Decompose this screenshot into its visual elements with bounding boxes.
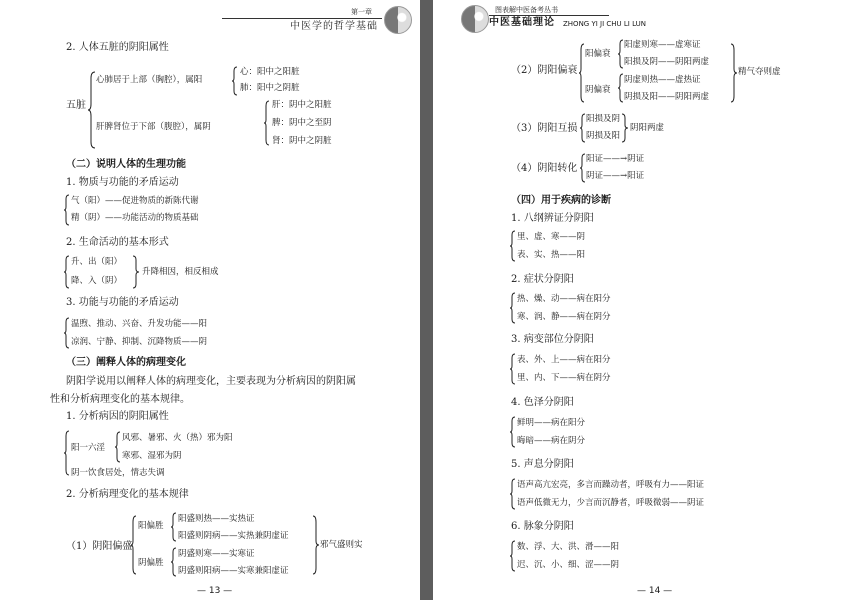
heart-row: 心：阳中之阳脏 bbox=[240, 67, 300, 77]
brace-cause bbox=[64, 431, 70, 475]
spleen-row: 脾：阴中之至阴 bbox=[272, 118, 332, 128]
deficiency-label: （2）阴阳偏衰 bbox=[511, 65, 578, 76]
header-chapter: 第一章 bbox=[351, 8, 372, 16]
d3-row-2: 里、内、下——病在阴分 bbox=[517, 373, 611, 383]
brace-upper bbox=[232, 67, 238, 95]
mutual-label: （3）阴阳互损 bbox=[511, 123, 578, 134]
diag-sub-4: 4. 色泽分阴阳 bbox=[511, 397, 574, 408]
d2-row-1: 热、燥、动——病在阳分 bbox=[517, 294, 611, 304]
diag-sub-5: 5. 声息分阴阳 bbox=[511, 459, 574, 470]
header-rule bbox=[222, 18, 382, 19]
sub3-yang-row: 温煦、推动、兴奋、升发功能——阳 bbox=[71, 319, 208, 329]
excess-summary: 邪气盛则实 bbox=[320, 540, 363, 550]
mutual-row-2: 阴损及阳 bbox=[586, 131, 621, 141]
transform-row-1: 阳证——→阴证 bbox=[586, 154, 645, 164]
d4-row-1: 鲜明——病在阳分 bbox=[517, 418, 586, 428]
diag-sub-1: 1. 八纲辨证分阴阳 bbox=[511, 213, 594, 224]
section-diagnosis-title: （四）用于疾病的诊断 bbox=[511, 195, 611, 206]
brace-cause-yang bbox=[115, 432, 121, 462]
brace-mutual-right bbox=[622, 114, 628, 142]
brace-d6 bbox=[510, 541, 516, 571]
section-pathology-title: （三）阐释人体的病理变化 bbox=[66, 357, 186, 368]
d6-row-1: 数、浮、大、洪、滑——阳 bbox=[517, 542, 620, 552]
deficiency-row-1: 阳虚则寒——虚寒证 bbox=[624, 40, 701, 50]
cause-yin-row: 阴一饮食居处，情志失调 bbox=[71, 468, 165, 478]
sub1-jing-row: 精（阴）——功能活动的物质基础 bbox=[71, 213, 199, 223]
excess-row-1: 阳盛则热——实热证 bbox=[178, 514, 255, 524]
excess-yang: 阳偏胜 bbox=[138, 521, 164, 531]
transform-label: （4）阴阳转化 bbox=[511, 163, 578, 174]
lower-organs-row: 肝脾肾位于下部（腹腔），属阴 bbox=[96, 122, 211, 132]
header-series: 图表解中医备考丛书 bbox=[495, 6, 558, 14]
brace-excess bbox=[131, 516, 137, 574]
brace-deficiency-right bbox=[731, 44, 737, 102]
d4-row-2: 晦暗——病在阴分 bbox=[517, 436, 586, 446]
brace-sub2-right bbox=[133, 256, 139, 288]
sub2-up-row: 升、出（阳） bbox=[71, 257, 123, 267]
page-number-right: — 14 — bbox=[637, 586, 673, 596]
cause-yang-label: 阳一六淫 bbox=[71, 443, 106, 453]
deficiency-yang: 阳偏衰 bbox=[585, 49, 611, 59]
d5-row-1: 语声高亢宏亮，多言而躁动者，呼吸有力——阳证 bbox=[517, 480, 705, 490]
cause-yang-2: 寒邪、湿邪为阴 bbox=[122, 451, 182, 461]
deficiency-summary: 精气夺则虚 bbox=[738, 67, 781, 77]
sub3-yin-row: 凉润、宁静、抑制、沉降物质——阴 bbox=[71, 337, 208, 347]
brace-d2 bbox=[510, 293, 516, 323]
sub1-qi-row: 气（阳）——促进物质的新陈代谢 bbox=[71, 196, 199, 206]
lung-row: 肺：阳中之阴脏 bbox=[240, 83, 300, 93]
cause-yang-1: 风邪、暑邪、火（热）邪为阳 bbox=[122, 433, 233, 443]
page-number-left: — 13 — bbox=[197, 586, 233, 596]
pathology-paragraph-1: 阴阳学说用以阐释人体的病理变化，主要表现为分析病因的阴阳属 bbox=[66, 376, 356, 387]
brace-d5 bbox=[510, 479, 516, 509]
brace-excess-yang bbox=[171, 513, 177, 541]
deficiency-yin: 阴偏衰 bbox=[585, 85, 611, 95]
transform-row-2: 阴证——→阳证 bbox=[586, 171, 645, 181]
right-page bbox=[433, 0, 854, 600]
deficiency-row-4: 阴损及阳——阴阳两虚 bbox=[624, 92, 710, 102]
left-page bbox=[0, 0, 420, 600]
mutual-summary: 阴阳两虚 bbox=[630, 123, 665, 133]
excess-row-3: 阴盛则寒——实寒证 bbox=[178, 549, 255, 559]
excess-row-4: 阴盛则阳病——实寒兼阳虚证 bbox=[178, 566, 289, 576]
sub-heading-2: 2. 生命活动的基本形式 bbox=[66, 237, 169, 248]
brace-excess-right bbox=[313, 516, 319, 574]
yinyang-logo-icon bbox=[461, 5, 489, 33]
kidney-row: 肾：阴中之阴脏 bbox=[272, 136, 332, 146]
deficiency-row-3: 阴虚则热——虚热证 bbox=[624, 75, 701, 85]
diag-sub-3: 3. 病变部位分阴阳 bbox=[511, 334, 594, 345]
diag-sub-2: 2. 症状分阴阳 bbox=[511, 274, 574, 285]
d2-row-2: 寒、润、静——病在阴分 bbox=[517, 312, 611, 322]
sub-heading-1: 1. 物质与功能的矛盾运动 bbox=[66, 177, 179, 188]
brace-d1 bbox=[510, 231, 516, 261]
header-rule bbox=[489, 15, 609, 16]
brace-excess-yin bbox=[171, 548, 177, 576]
deficiency-row-2: 阳损及阴——阴阳两虚 bbox=[624, 57, 710, 67]
pathology-paragraph-2: 性和分析病理变化的基本规律。 bbox=[50, 394, 190, 405]
d5-row-2: 语声低微无力，少言而沉静者，呼吸微弱——阴证 bbox=[517, 498, 705, 508]
brace-wuzang bbox=[88, 72, 96, 148]
header-pinyin: ZHONG YI JI CHU LI LUN bbox=[563, 20, 646, 28]
brace-sub1 bbox=[64, 195, 70, 225]
brace-sub2 bbox=[64, 256, 70, 288]
sub-heading-3: 3. 功能与功能的矛盾运动 bbox=[66, 297, 179, 308]
excess-row-2: 阳盛则阴病——实热兼阴虚证 bbox=[178, 531, 289, 541]
heading-five-organs: 2. 人体五脏的阴阳属性 bbox=[66, 42, 169, 53]
liver-row: 肝：阴中之阳脏 bbox=[272, 100, 332, 110]
mutual-row-1: 阳损及阴 bbox=[586, 114, 621, 124]
excess-label: （1）阴阳偏盛 bbox=[66, 541, 133, 552]
d6-row-2: 迟、沉、小、细、涩——阴 bbox=[517, 560, 620, 570]
section-physiology-title: （二）说明人体的生理功能 bbox=[66, 159, 186, 170]
d3-row-1: 表、外、上——病在阳分 bbox=[517, 355, 611, 365]
header-title: 中医学的哲学基础 bbox=[290, 21, 378, 32]
brace-d4 bbox=[510, 417, 516, 447]
brace-d3 bbox=[510, 354, 516, 384]
excess-yin: 阴偏胜 bbox=[138, 558, 164, 568]
brace-lower bbox=[264, 101, 270, 145]
diag-sub-6: 6. 脉象分阴阳 bbox=[511, 521, 574, 532]
pathology-sub-1: 1. 分析病因的阴阳属性 bbox=[66, 411, 169, 422]
header-title: 中医基础理论 bbox=[489, 17, 555, 28]
upper-organs-row: 心肺居于上部（胸腔），属阳 bbox=[96, 75, 203, 85]
sub2-down-row: 降、入（阴） bbox=[71, 276, 123, 286]
wuzang-label: 五脏 bbox=[66, 100, 86, 111]
yinyang-logo-icon bbox=[384, 6, 412, 34]
sub2-summary: 升降相因，相反相成 bbox=[142, 267, 219, 277]
brace-sub3 bbox=[64, 318, 70, 348]
pathology-sub-2: 2. 分析病理变化的基本规律 bbox=[66, 489, 189, 500]
d1-row-1: 里、虚、寒——阴 bbox=[517, 232, 586, 242]
d1-row-2: 表、实、热——阳 bbox=[517, 250, 586, 260]
